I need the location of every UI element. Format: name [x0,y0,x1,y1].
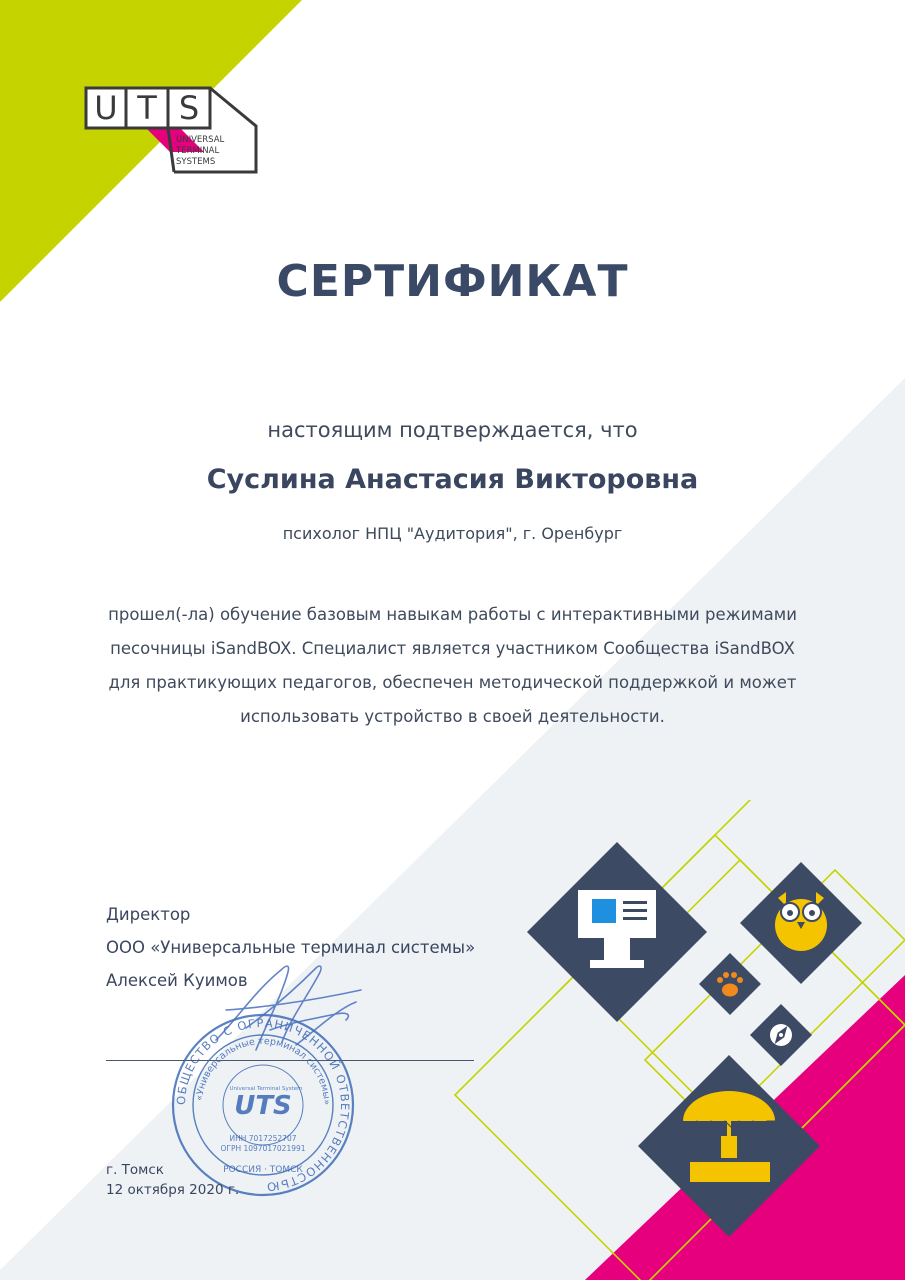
confirm-text: настоящим подтверждается, что [267,418,638,442]
stamp-inn: ИНН 7017252707 [229,1134,297,1143]
logo-tagline-1: UNIVERSAL [176,135,225,145]
signatory-role: Директор [106,905,191,924]
decorative-diamonds [440,800,905,1280]
certificate-body [70,598,835,734]
stamp-bottom-text: РОССИЯ · ТОМСК [223,1165,303,1175]
city: г. Томск [106,1162,164,1178]
logo-letter-u: U [94,89,118,127]
body-line: использовать устройство в своей деятельности. [240,707,665,726]
certificate-title: СЕРТИФИКАТ [276,256,629,307]
logo-letter-t: T [137,89,157,127]
body-line: песочницы iSandBOX. Специалист является участником Сообщества iSandBOX [110,639,795,658]
uts-logo [84,86,260,176]
owl-icon [775,892,827,951]
stamp-brand-small: Universal Terminal System [229,1086,303,1092]
compass-diamond [750,1004,812,1066]
stamp-ogrn: ОГРН 1097017021991 [220,1144,306,1153]
logo-letter-s: S [178,89,200,127]
signatory-organization: ООО «Универсальные терминал системы» [106,938,476,957]
owl-diamond [740,862,862,984]
logo-tagline-3: SYSTEMS [176,157,216,167]
logo-tagline-2: TERMINAL [176,146,220,156]
recipient-position: психолог НПЦ "Аудитория", г. Оренбург [282,524,623,543]
stamp-inner-text: «Универсальные терминал системы» [194,1035,333,1106]
handwritten-signature [186,950,386,1060]
signatory-name: Алексей Куимов [106,971,248,990]
recipient-name: Суслина Анастасия Викторовна [206,464,699,495]
body-line: для практикующих педагогов, обеспечен методической поддержкой и может [108,673,797,692]
stamp-outer-text: ОБЩЕСТВО С ОГРАНИЧЕННОЙ ОТВЕТСТВЕННОСТЬЮ [173,1015,353,1195]
issue-date: 12 октября 2020 г. [106,1182,240,1198]
body-line: прошел(-ла) обучение базовым навыкам работы с интерактивными режимами [108,605,797,624]
place-date-block [106,1160,239,1200]
paw-diamond [699,953,761,1015]
stamp-brand: UTS [234,1091,292,1121]
umbrella-diamond [638,1055,820,1237]
